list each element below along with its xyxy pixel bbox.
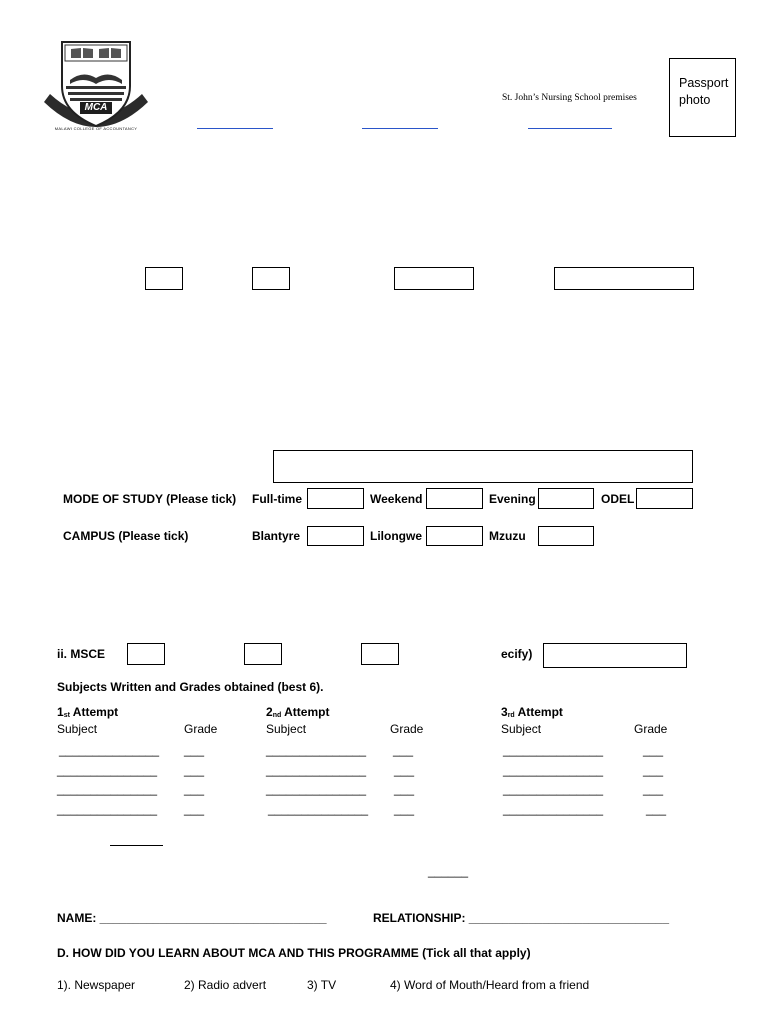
attempt-2-subject-blank[interactable]: _______________ [266, 763, 367, 777]
subjects-title: Subjects Written and Grades obtained (best 6). [57, 680, 324, 694]
attempt-3-grade-blank[interactable]: ___ [643, 782, 664, 796]
field-box-1[interactable] [145, 267, 183, 290]
attempt-3-subject-blank[interactable]: _______________ [503, 763, 604, 777]
header-link-underline-3 [528, 128, 612, 129]
attempt-2-subject-blank[interactable]: _______________ [266, 743, 367, 757]
short-blank[interactable]: ______ [428, 864, 469, 878]
mode-full-time-checkbox[interactable] [307, 488, 364, 509]
source-word-of-mouth[interactable]: 4) Word of Mouth/Heard from a friend [390, 978, 590, 992]
attempt-1-subject-blank[interactable]: _______________ [57, 802, 158, 816]
attempt-1-subject-blank[interactable]: _______________ [57, 763, 158, 777]
wide-field-box[interactable] [273, 450, 693, 483]
attempt-3-grade-blank[interactable]: ___ [643, 743, 664, 757]
attempt-2-grade-blank[interactable]: ___ [394, 802, 415, 816]
attempt-1-grade-blank[interactable]: ___ [184, 782, 205, 796]
attempt-2-subject-header: Subject [266, 722, 307, 736]
attempt-3-grade-header: Grade [634, 722, 668, 736]
name-field[interactable]: NAME: __________________________________ [57, 911, 327, 925]
campus-lilongwe-label: Lilongwe [370, 529, 422, 543]
specify-field[interactable] [543, 643, 687, 668]
attempt-2-header: $2_{nd}$ Attempt [266, 705, 330, 719]
attempt-1-grade-header: Grade [184, 722, 218, 736]
premises-text: St. John’s Nursing School premises [502, 93, 637, 103]
attempt-1-subject-blank[interactable]: _______________ [57, 782, 158, 796]
attempt-2-subject-blank[interactable]: _______________ [268, 802, 369, 816]
attempt-1-subject-blank[interactable]: _______________ [59, 743, 160, 757]
msce-box-3[interactable] [361, 643, 399, 665]
attempt-1-header: $1_{st}$ Attempt [57, 705, 119, 719]
campus-blantyre-checkbox[interactable] [307, 526, 364, 546]
campus-label: CAMPUS (Please tick) [63, 529, 189, 543]
mode-odel-checkbox[interactable] [636, 488, 693, 509]
college-logo [38, 24, 154, 140]
attempt-3-subject-blank[interactable]: _______________ [503, 743, 604, 757]
logo-ring-text: MALAWI COLLEGE OF ACCOUNTANCY [54, 126, 138, 131]
passport-photo-label: Passport photo [679, 76, 729, 107]
attempt-3-grade-blank[interactable]: ___ [646, 802, 667, 816]
field-box-3[interactable] [394, 267, 474, 290]
attempt-2-grade-blank[interactable]: ___ [393, 743, 414, 757]
attempt-3-subject-blank[interactable]: _______________ [503, 782, 604, 796]
attempt-3-grade-blank[interactable]: ___ [643, 763, 664, 777]
campus-blantyre-label: Blantyre [252, 529, 301, 543]
passport-photo-box [669, 58, 736, 137]
campus-mzuzu-checkbox[interactable] [538, 526, 594, 546]
field-box-4[interactable] [554, 267, 694, 290]
attempt-2-grade-blank[interactable]: ___ [394, 763, 415, 777]
mode-full-time-label: Full-time [252, 492, 302, 506]
attempt-3-subject-header: Subject [501, 722, 542, 736]
attempt-1-subject-header: Subject [57, 722, 98, 736]
attempt-3-subject-blank[interactable]: _______________ [503, 802, 604, 816]
source-radio-advert[interactable]: 2) Radio advert [184, 978, 267, 992]
mode-of-study-label: MODE OF STUDY (Please tick) [63, 492, 237, 506]
msce-box-2[interactable] [244, 643, 282, 665]
attempt-2-grade-header: Grade [390, 722, 424, 736]
mode-odel-label: ODEL [601, 492, 635, 506]
section-d-heading: D. HOW DID YOU LEARN ABOUT MCA AND THIS PROGRAMME (Tick all that apply) [57, 946, 531, 960]
msce-box-1[interactable] [127, 643, 165, 665]
header-link-underline-2 [362, 128, 438, 129]
mode-evening-checkbox[interactable] [538, 488, 594, 509]
field-box-2[interactable] [252, 267, 290, 290]
specify-label: ecify) [501, 647, 533, 661]
mode-weekend-label: Weekend [370, 492, 423, 506]
header-link-underline-1 [197, 128, 273, 129]
source-tv[interactable]: 3) TV [307, 978, 337, 992]
msce-label: ii. MSCE [57, 647, 106, 661]
source-newspaper[interactable]: 1). Newspaper [57, 978, 136, 992]
relationship-field[interactable]: RELATIONSHIP: ______________________________ [373, 911, 669, 925]
campus-mzuzu-label: Mzuzu [489, 529, 526, 543]
attempt-1-grade-blank[interactable]: ___ [184, 763, 205, 777]
mode-evening-label: Evening [489, 492, 536, 506]
attempt-2-grade-blank[interactable]: ___ [394, 782, 415, 796]
logo-text: MCA [84, 102, 108, 113]
attempt-1-grade-blank[interactable]: ___ [184, 743, 205, 757]
short-underline [110, 845, 163, 846]
attempt-2-subject-blank[interactable]: _______________ [266, 782, 367, 796]
mode-weekend-checkbox[interactable] [426, 488, 483, 509]
campus-lilongwe-checkbox[interactable] [426, 526, 483, 546]
attempt-1-grade-blank[interactable]: ___ [184, 802, 205, 816]
attempt-3-header: $3_{rd}$ Attempt [501, 705, 563, 719]
